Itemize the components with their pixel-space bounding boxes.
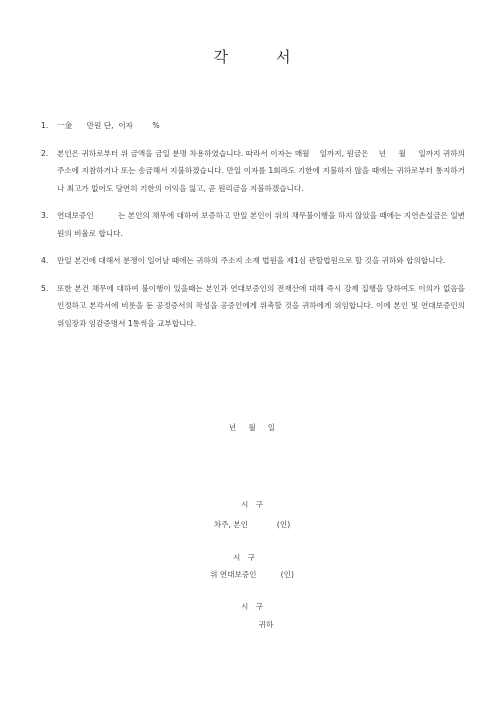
debtor-address: 시 구 xyxy=(241,500,263,509)
recipient-address: 시 구 xyxy=(241,602,263,611)
recipient-label: 귀하 xyxy=(258,620,274,629)
clause-3 xyxy=(41,207,485,242)
clause-text: 연대보증인 는 본인의 채무에 대하여 보증하고 만일 본인이 위의 채무불이행을 하지 않았을 때에는 지연손실금은 일변 원의 비율로 합니다. xyxy=(57,211,485,238)
clause-2 xyxy=(41,145,468,198)
debtor-signature: 차주, 본인 (인) xyxy=(213,520,291,529)
clause-1 xyxy=(41,117,465,135)
clause-text: 본인은 귀하로부터 위 금액을 금일 분명 차용하였습니다. 따라서 이자는 매월 일까지, 원금은 년 월 일까지 귀하의 주소에 지참하거나 또는 송금해서 지불하겠습니다. 만일 이자를 1회라도 기한에 지불하지 않을 때에는 귀하로부터 통지하거나 최고가 없어도 당연히 기한의 이익을 잃고, 곧 원리금을 지불하겠습니다. xyxy=(57,148,468,193)
guarantor-signature: 위 연대보증인 (인) xyxy=(210,570,294,579)
clause-number: 4. xyxy=(41,256,49,265)
clause-text: 만일 본건에 대해서 분쟁이 일어날 때에는 귀하의 주소지 소재 법원을 제1심 관할법원으로 할 것을 귀하와 합의합니다. xyxy=(57,256,446,265)
document-title xyxy=(0,46,504,67)
clause-number: 3. xyxy=(41,211,49,220)
title-char-right: 서 xyxy=(276,48,291,66)
clause-number: 1. xyxy=(41,121,49,130)
clause-5 xyxy=(41,280,468,333)
clause-list xyxy=(41,117,485,342)
date-line: 년 월 일 xyxy=(228,423,276,432)
clause-number: 2. xyxy=(41,148,49,158)
clause-4 xyxy=(41,252,465,270)
clause-text: 또한 본건 채무에 대하여 불이행이 있을때는 본인과 연대보증인의 전재산에 대해 즉시 강제 집행을 당하여도 이의가 없음을 인정하고 본각서에 비롯을 둔 공정증서의 작성을 공증인에게 위촉할 것을 귀하에게 위임합니다. 이에 본인 및 연대보증인의 위임장과 임감증명서 1통씩을 교부합니다. xyxy=(57,283,468,328)
clause-number: 5. xyxy=(41,283,49,293)
clause-text: 一金 만원 단, 이자 % xyxy=(57,121,160,130)
guarantor-address: 시 구 xyxy=(233,553,255,562)
title-char-left: 각 xyxy=(213,48,228,66)
